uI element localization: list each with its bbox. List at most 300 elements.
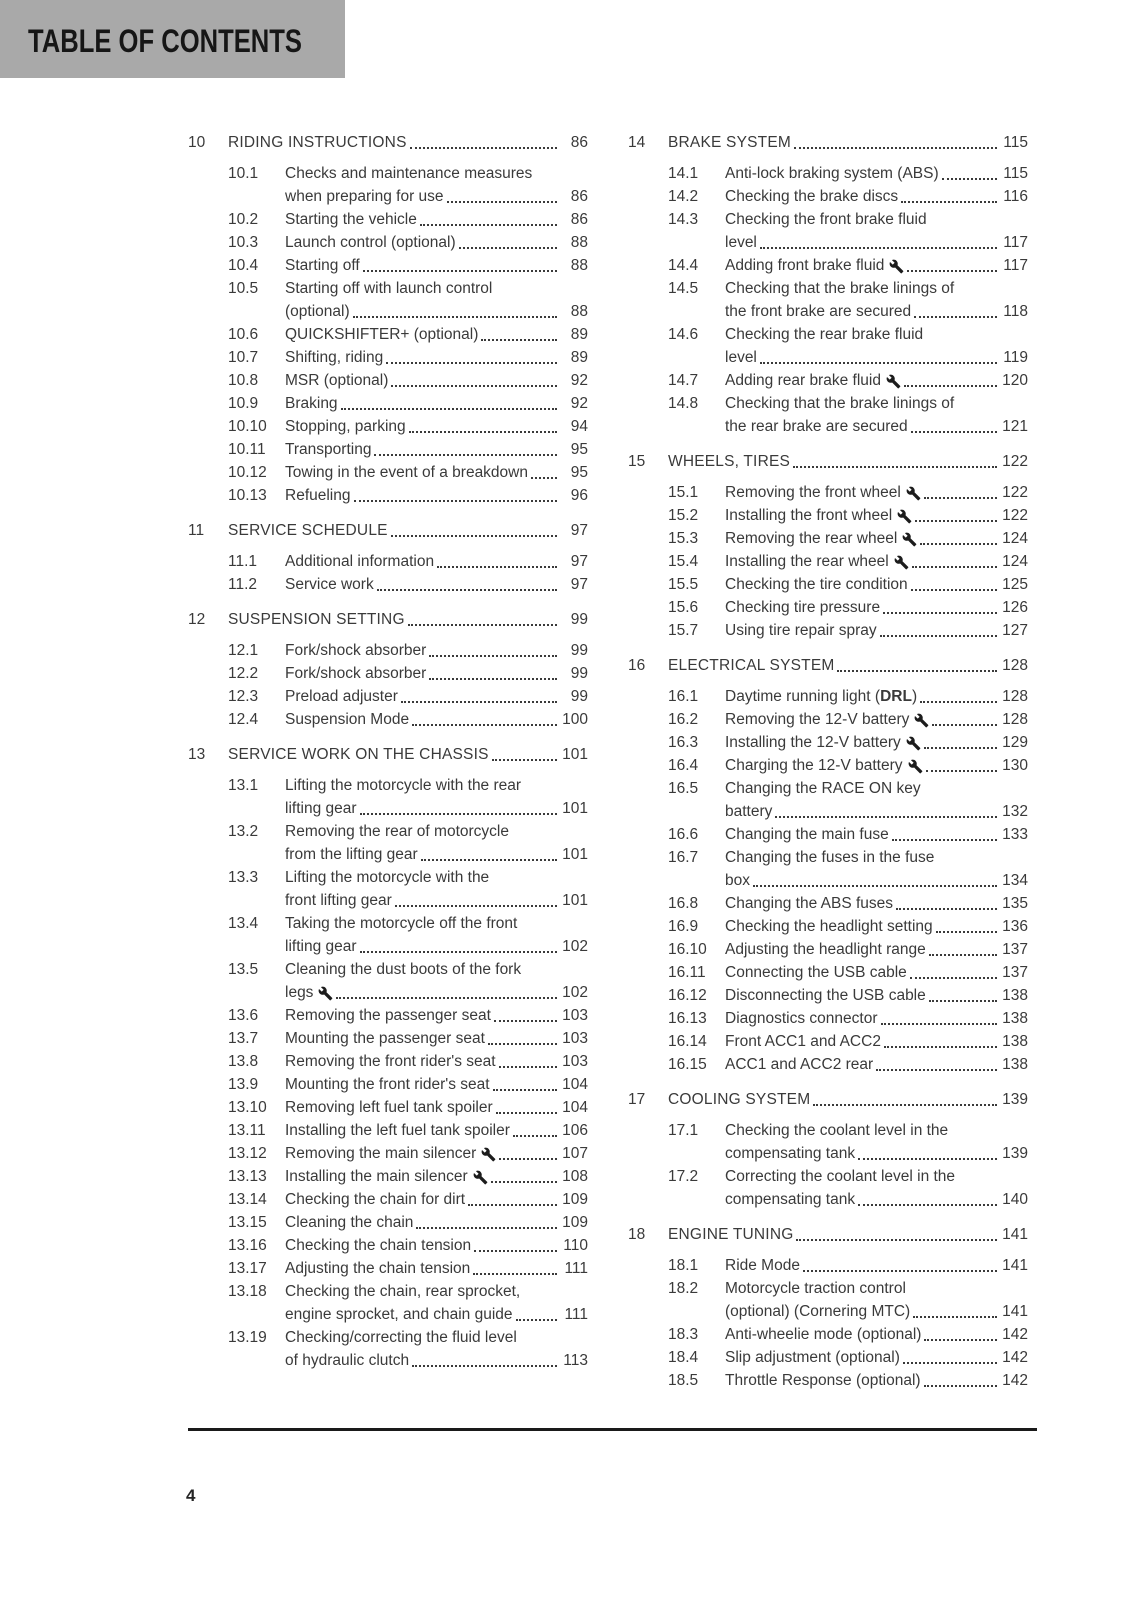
toc-item [628,1165,1028,1211]
toc-item [628,550,1028,573]
toc-item [188,866,588,912]
toc-item [188,484,588,507]
item-number: 18.4 [668,1349,699,1366]
page-ref: 126 [1002,599,1028,616]
item-number: 15.5 [668,576,699,593]
page-title: TABLE OF CONTENTS [28,23,302,59]
item-label: Using tire repair spray [725,622,877,639]
dot-leader [410,147,557,149]
toc-item [188,323,588,346]
page-ref: 121 [1002,418,1028,435]
dot-leader [412,1365,557,1367]
dot-leader [473,1273,557,1275]
item-label: the rear brake are secured [725,418,908,435]
item-number: 10.1 [228,165,259,182]
dot-leader [420,224,557,226]
section-title: SERVICE WORK ON THE CHASSIS [228,746,489,763]
item-label: Disconnecting the USB cable [725,987,926,1004]
page-ref: 113 [563,1352,588,1369]
item-number: 12.4 [228,711,259,728]
item-label: Correcting the coolant level in the [725,1168,956,1185]
toc-item [188,1257,588,1280]
item-number: 10.5 [228,280,259,297]
page-ref: 88 [570,234,588,251]
dot-leader [837,670,997,672]
page-ref: 124 [1002,530,1028,547]
page-ref: 115 [1003,165,1028,182]
section-number: 12 [188,611,206,628]
item-label: level [725,349,757,366]
item-label: Removing the rear wheel [725,530,898,547]
page-ref: 119 [1003,349,1028,366]
dot-leader [858,1204,997,1206]
item-label: lifting gear [285,800,357,817]
item-label: Checking that the brake linings of [725,280,955,297]
page-ref: 104 [562,1099,588,1116]
dot-leader [813,1104,997,1106]
page-ref: 107 [562,1145,588,1162]
section-number: 18 [628,1226,646,1243]
page-ref: 97 [570,553,588,570]
dot-leader [386,362,557,364]
toc-item [628,708,1028,731]
item-number: 14.3 [668,211,699,228]
item-number: 10.11 [228,441,266,458]
item-label: Removing the main silencer [285,1145,477,1162]
toc-item [628,961,1028,984]
toc-item [628,823,1028,846]
item-label: compensating tank [725,1145,856,1162]
dot-leader [516,1319,558,1321]
page-ref: 109 [562,1191,588,1208]
item-label: Refueling [285,487,351,504]
dot-leader [341,408,557,410]
item-label: ACC1 and ACC2 rear [725,1056,874,1073]
toc-section [188,608,588,731]
toc-section-heading [628,450,1028,473]
item-label: Shifting, riding [285,349,384,366]
toc-item [188,415,588,438]
toc-item [188,231,588,254]
dot-leader [459,247,557,249]
dot-leader [412,724,557,726]
page-ref: 141 [1002,1257,1028,1274]
toc-item [188,1050,588,1073]
page-ref: 138 [1002,1010,1028,1027]
page-ref: 89 [570,326,588,343]
item-label: Fork/shock absorber [285,642,427,659]
page-ref: 111 [564,1260,588,1277]
item-label: Starting the vehicle [285,211,417,228]
dot-leader [753,885,997,887]
toc-item [188,1188,588,1211]
toc-item [188,573,588,596]
wrench-icon [889,259,904,274]
item-label: Checking the tire condition [725,576,908,593]
toc-section [188,743,588,1372]
toc-section [628,654,1028,1076]
page-ref: 138 [1002,1056,1028,1073]
page-ref: 117 [1003,257,1028,274]
item-number: 13.2 [228,823,259,840]
item-label: front lifting gear [285,892,392,909]
toc-item [628,323,1028,369]
item-number: 10.8 [228,372,259,389]
item-label: Fork/shock absorber [285,665,427,682]
page-ref: 99 [570,688,588,705]
dot-leader [915,520,997,522]
item-label: (optional) (Cornering MTC) [725,1303,911,1320]
item-number: 16.13 [668,1010,707,1027]
item-label: MSR (optional) [285,372,389,389]
page-ref: 141 [1002,1226,1028,1243]
wrench-icon [914,713,929,728]
item-label: Towing in the event of a breakdown [285,464,528,481]
toc-column-right [628,119,1028,1392]
toc-item [628,369,1028,392]
dot-leader [876,1069,997,1071]
page-ref: 138 [1002,987,1028,1004]
item-label: legs [285,984,314,1001]
toc-section [188,131,588,507]
item-label: Additional information [285,553,435,570]
item-label: Changing the ABS fuses [725,895,894,912]
section-title: BRAKE SYSTEM [668,134,791,151]
toc-section-heading [628,1223,1028,1246]
section-title: COOLING SYSTEM [668,1091,811,1108]
page-ref: 88 [570,257,588,274]
page-ref: 103 [562,1007,588,1024]
dot-leader [910,977,997,979]
item-label: Adjusting the chain tension [285,1260,471,1277]
item-label: Removing left fuel tank spoiler [285,1099,493,1116]
dot-leader [913,1316,997,1318]
item-number: 16.10 [668,941,707,958]
page-ref: 129 [1002,734,1028,751]
page-ref: 139 [1002,1091,1028,1108]
item-label: Checking/correcting the fluid level [285,1329,517,1346]
toc-item [628,208,1028,254]
toc-item [628,777,1028,823]
page-ref: 101 [562,846,588,863]
page-ref: 86 [570,188,588,205]
page-ref: 141 [1002,1303,1028,1320]
item-number: 16.5 [668,780,699,797]
section-title: SUSPENSION SETTING [228,611,405,628]
item-number: 14.5 [668,280,699,297]
toc-item [188,1142,588,1165]
item-label: Mounting the front rider's seat [285,1076,490,1093]
page-ref: 115 [1003,134,1028,151]
page-ref: 110 [563,1237,588,1254]
page-number: 4 [186,1486,196,1505]
item-number: 10.4 [228,257,259,274]
item-number: 15.6 [668,599,699,616]
page-ref: 125 [1002,576,1028,593]
toc-item [188,1280,588,1326]
item-label: Changing the main fuse [725,826,889,843]
item-number: 10.12 [228,464,267,481]
section-number: 10 [188,134,206,151]
page-ref: 142 [1002,1349,1028,1366]
dot-leader [911,589,997,591]
item-number: 13.3 [228,869,259,886]
item-label: Checking that the brake linings of [725,395,955,412]
item-label: Ride Mode [725,1257,800,1274]
section-title: ELECTRICAL SYSTEM [668,657,835,674]
dot-leader [499,1158,557,1160]
dot-leader [924,1339,997,1341]
dot-leader [374,454,557,456]
item-label: engine sprocket, and chain guide [285,1306,513,1323]
page-ref: 142 [1002,1326,1028,1343]
item-label: Stopping, parking [285,418,406,435]
page-ref: 137 [1002,964,1028,981]
toc-item [188,1027,588,1050]
dot-leader [468,1204,557,1206]
item-number: 16.9 [668,918,699,935]
dot-leader [793,466,997,468]
dot-leader [926,770,998,772]
item-number: 13.9 [228,1076,259,1093]
dot-leader [912,566,997,568]
item-number: 13.11 [228,1122,266,1139]
item-number: 16.11 [668,964,706,981]
page-ref: 111 [564,1306,588,1323]
dot-leader [924,1385,997,1387]
item-number: 13.4 [228,915,259,932]
item-label: Checking the chain, rear sprocket, [285,1283,521,1300]
toc-item [628,984,1028,1007]
dot-leader [513,1135,557,1137]
toc-item [628,1053,1028,1076]
dot-leader [499,1066,557,1068]
page-ref: 118 [1003,303,1028,320]
item-label: from the lifting gear [285,846,418,863]
item-label: Motorcycle traction control [725,1280,906,1297]
item-number: 18.5 [668,1372,699,1389]
wrench-icon [886,374,901,389]
toc-item [628,1030,1028,1053]
toc-item [188,392,588,415]
toc-section-heading [188,608,588,631]
dot-leader [360,951,557,953]
toc-item [188,958,588,1004]
dot-leader [892,839,997,841]
toc-item [188,162,588,208]
toc-item [628,619,1028,642]
item-number: 16.15 [668,1056,707,1073]
dot-leader [924,497,997,499]
toc-section [628,131,1028,438]
item-label: Changing the RACE ON key [725,780,921,797]
dot-leader [363,270,557,272]
toc-item [628,254,1028,277]
item-label: Preload adjuster [285,688,398,705]
dot-leader [775,816,997,818]
page-ref: 133 [1002,826,1028,843]
item-number: 18.3 [668,1326,699,1343]
dot-leader [901,201,997,203]
dot-leader [858,1158,997,1160]
page-ref: 103 [562,1030,588,1047]
item-number: 15.1 [668,484,699,501]
dot-leader [760,362,997,364]
item-label: Checking tire pressure [725,599,881,616]
dot-leader [437,566,557,568]
toc-item [188,685,588,708]
item-label: Cleaning the dust boots of the fork [285,961,522,978]
page-ref: 139 [1002,1145,1028,1162]
item-label: Braking [285,395,338,412]
toc-item [188,1165,588,1188]
toc-section-heading [188,743,588,766]
item-label: the front brake are secured [725,303,912,320]
toc-item [628,1254,1028,1277]
page-ref: 136 [1002,918,1028,935]
item-label: Installing the rear wheel [725,553,889,570]
toc-item [188,1234,588,1257]
item-number: 10.2 [228,211,259,228]
item-number: 16.3 [668,734,699,751]
toc-item [628,1369,1028,1392]
item-label: compensating tank [725,1191,856,1208]
toc-item [628,1119,1028,1165]
item-label: Installing the main silencer [285,1168,468,1185]
page-ref: 97 [570,576,588,593]
wrench-icon [897,509,912,524]
dot-leader [794,147,997,149]
item-number: 15.4 [668,553,699,570]
wrench-icon [473,1170,488,1185]
page-ref: 106 [562,1122,588,1139]
dot-leader [493,1089,557,1091]
dot-leader [336,997,557,999]
dot-leader [492,759,557,761]
toc-item [628,1346,1028,1369]
toc-item [628,1277,1028,1323]
section-number: 16 [628,657,646,674]
item-label: Anti-lock braking system (ABS) [725,165,939,182]
item-label: Charging the 12-V battery [725,757,903,774]
item-label: Starting off with launch control [285,280,493,297]
dot-leader [936,931,997,933]
item-number: 13.6 [228,1007,259,1024]
item-label: Checking the headlight setting [725,918,933,935]
toc-item [628,685,1028,708]
page-ref: 88 [570,303,588,320]
dot-leader [496,1112,557,1114]
item-label: QUICKSHIFTER+ (optional) [285,326,479,343]
item-label: Front ACC1 and ACC2 [725,1033,881,1050]
dot-leader [401,701,557,703]
item-label: Checking the coolant level in the [725,1122,949,1139]
section-title: RIDING INSTRUCTIONS [228,134,407,151]
dot-leader [760,247,997,249]
page-ref: 122 [1002,453,1028,470]
item-label: Removing the front wheel [725,484,901,501]
item-label: Launch control (optional) [285,234,456,251]
toc-item [188,1211,588,1234]
wrench-icon [908,759,923,774]
item-number: 16.6 [668,826,699,843]
wrench-icon [906,736,921,751]
item-label: Adjusting the headlight range [725,941,926,958]
item-number: 12.3 [228,688,259,705]
item-label: of hydraulic clutch [285,1352,410,1369]
item-label: Removing the front rider's seat [285,1053,496,1070]
dot-leader [395,905,557,907]
item-label: Taking the motorcycle off the front [285,915,518,932]
dot-leader [408,624,557,626]
item-number: 14.8 [668,395,699,412]
item-label: Changing the fuses in the fuse [725,849,935,866]
dot-leader [911,431,997,433]
page-ref: 128 [1002,711,1028,728]
item-number: 10.7 [228,349,259,366]
toc-section-heading [628,1088,1028,1111]
page-ref: 128 [1002,657,1028,674]
item-number: 16.1 [668,688,699,705]
item-label: Installing the front wheel [725,507,893,524]
wrench-icon [902,532,917,547]
toc-item [628,1007,1028,1030]
toc-item [628,754,1028,777]
dot-leader [803,1270,997,1272]
page-ref: 92 [570,372,588,389]
toc-section-heading [628,131,1028,154]
item-label: (optional) [285,303,350,320]
item-number: 16.14 [668,1033,707,1050]
toc-item [188,774,588,820]
dot-leader [924,747,997,749]
dot-leader [903,1362,997,1364]
section-title: WHEELS, TIRES [668,453,791,470]
toc-item [188,708,588,731]
toc-item [188,1326,588,1372]
item-label: Starting off [285,257,360,274]
dot-leader [429,655,557,657]
page-ref: 122 [1002,484,1028,501]
page-ref: 92 [570,395,588,412]
item-number: 13.18 [228,1283,267,1300]
item-label: Installing the left fuel tank spoiler [285,1122,510,1139]
item-label: Throttle Response (optional) [725,1372,921,1389]
page-ref: 132 [1002,803,1028,820]
item-label: Adding front brake fluid [725,257,885,274]
item-label: Checking the brake discs [725,188,899,205]
page-ref: 108 [562,1168,588,1185]
item-label: box [725,872,750,889]
item-number: 10.13 [228,487,267,504]
toc-item [188,346,588,369]
page-ref: 122 [1002,507,1028,524]
item-number: 10.9 [228,395,259,412]
dot-leader [391,535,557,537]
item-label: lifting gear [285,938,357,955]
dot-leader [531,477,557,479]
toc-section-heading [188,519,588,542]
section-number: 14 [628,134,646,151]
item-number: 17.1 [668,1122,699,1139]
page-ref: 134 [1002,872,1028,889]
page-ref: 140 [1002,1191,1028,1208]
item-label: Transporting [285,441,372,458]
page-ref: 97 [570,522,588,539]
toc-section [188,519,588,596]
dot-leader [474,1250,557,1252]
wrench-icon [906,486,921,501]
